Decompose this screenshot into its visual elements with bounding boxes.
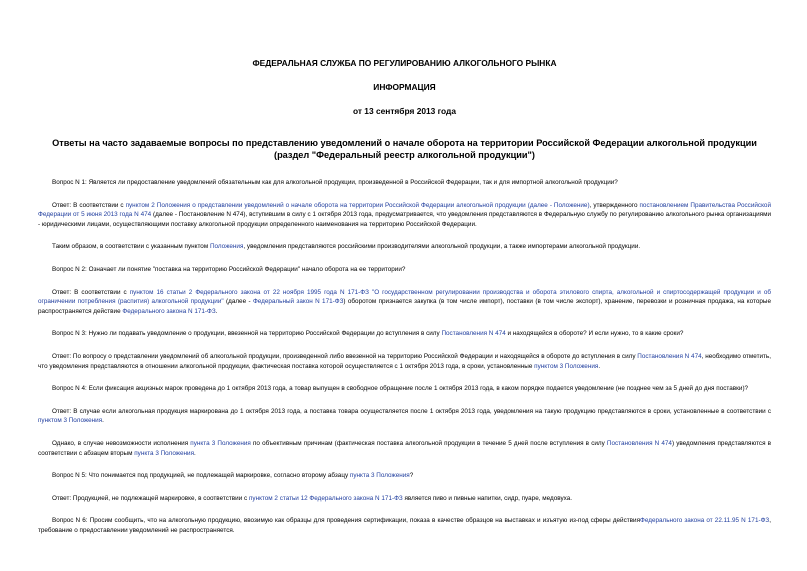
body-paragraph	[38, 201, 771, 230]
reference-link[interactable]: пунктом 3 Положения	[38, 417, 103, 425]
paragraph-text: .	[194, 449, 196, 457]
paragraph-text: по объективным причинам (фактическая поставка алкогольной продукции в течение 5 дней после вступления в силу	[250, 439, 607, 447]
document-body	[38, 178, 771, 535]
body-paragraph	[38, 265, 771, 275]
paragraph-text: .	[598, 362, 601, 370]
paragraph-text: , уведомления представляются российскими производителями алкогольной продукции, а также импортерами алкогольной продукции.	[243, 243, 641, 251]
paragraph-text: Вопрос N 5: Что понимается под продукцией, не подлежащей маркировке, согласно второму абзацу	[52, 472, 350, 480]
paragraph-text: , утвержденного	[589, 201, 640, 209]
reference-link[interactable]: пункта 3 Положения	[134, 449, 195, 457]
paragraph-text: Ответ: По вопросу о представлении уведомлений об алкогольной продукции, произведенной либо ввезенной на территорию Российской Федерации и находящейся в обороте до вступления в силу	[52, 352, 638, 360]
body-paragraph	[38, 288, 771, 317]
paragraph-text: ) уведомления представляются в соответствии с абзацем вторым	[38, 439, 772, 457]
document-type: ИНФОРМАЦИЯ	[373, 82, 436, 92]
document-date: от 13 сентября 2013 года	[352, 106, 457, 116]
reference-link[interactable]: Федерального закона от 22.11.95 N 171-ФЗ	[640, 517, 770, 525]
reference-link[interactable]: пунктом 2 Положения о представлении уведомлений о начале оборота на территории Российской Федерации алкогольной продукции (далее - Положение)	[125, 201, 590, 209]
body-paragraph	[38, 178, 771, 188]
reference-link[interactable]: пункта 3 Положения	[349, 472, 410, 480]
reference-link[interactable]: Постановления N 474	[441, 330, 506, 338]
reference-link[interactable]: Постановления N 474	[637, 352, 702, 360]
body-paragraph	[38, 471, 771, 481]
paragraph-text: Вопрос N 2: Означает ли понятие "поставка на территорию Российской Федерации" начало оборота на ее территории?	[52, 265, 406, 273]
paragraph-text: .	[102, 417, 104, 425]
paragraph-text: и находящейся в обороте? И если нужно, то в какие сроки?	[505, 330, 684, 338]
body-paragraph	[38, 439, 771, 458]
paragraph-text: ?	[409, 472, 414, 480]
body-paragraph	[38, 494, 771, 504]
reference-link[interactable]: пунктом 3 Положения	[534, 362, 599, 370]
paragraph-text: Таким образом, в соответствии с указанным пунктом	[52, 243, 210, 251]
body-paragraph	[38, 242, 771, 252]
reference-link[interactable]: Федерального закона N 171-ФЗ	[122, 307, 216, 315]
paragraph-text: Вопрос N 6: Просим сообщить, что на алкогольную продукцию, ввозимую как образцы для проведения сертификации, показа в качестве образцов на выставках и изъятую из-под сферы действия	[52, 517, 641, 525]
body-paragraph	[38, 516, 771, 535]
reference-link[interactable]: Постановления N 474	[606, 439, 672, 447]
document-title: Ответы на часто задаваемые вопросы по представлению уведомлений о начале оборота на территории Российской Федерации алкогольной продукции (раздел "Федеральный реестр алкогольной продукции")	[52, 138, 757, 160]
body-paragraph	[38, 352, 771, 371]
paragraph-text: Ответ: В соответствии с	[52, 201, 126, 209]
body-paragraph	[38, 384, 771, 394]
paragraph-text: .	[215, 307, 218, 315]
body-paragraph	[38, 407, 771, 426]
paragraph-text: Вопрос N 1: Является ли предоставление уведомлений обязательным как для алкогольной продукции, произведенной в Российской Федерации, так и для импортной алкогольной продукции?	[52, 179, 618, 186]
paragraph-text: является пиво и пивные напитки, сидр, пуаре, медовуха.	[402, 494, 573, 502]
paragraph-text: (далее - Постановление N 474), вступившим в силу с 1 октября 2013 года, предусматривается, что уведомления представляются в Федеральную службу по регулированию алкогольного рынка организациями - юридическими лицами, осуществляющими поставку алкогольной продукции определенного наименования на территорию Российской Федерации.	[38, 211, 771, 228]
body-paragraph	[38, 329, 771, 339]
reference-link[interactable]: Положения	[209, 243, 244, 251]
reference-link[interactable]: Федеральный закон N 171-ФЗ	[252, 298, 344, 306]
paragraph-text: Ответ: В соответствии с	[52, 288, 130, 296]
paragraph-text: ) оборотом признается закупка (в том числе импорт), поставки (в том числе экспорт), хранение, перевозки и розничная продажа, на которые распространяется действие	[38, 298, 772, 315]
paragraph-text: Ответ: Продукцией, не подлежащей маркировке, в соответствии с	[52, 494, 249, 502]
reference-link[interactable]: пунктом 2 статьи 12 Федерального закона N 171-ФЗ	[248, 494, 403, 502]
paragraph-text: Вопрос N 4: Если фиксация акцизных марок проведена до 1 октября 2013 года, а товар выпущен в свободное обращение после 1 октября 2013 года, в каком порядке подается уведомление (не позднее чем за 5 дней до дня поставки)?	[52, 385, 749, 393]
paragraph-text: Однако, в случае невозможности исполнения	[52, 439, 191, 447]
paragraph-text: , необходимо отметить, что уведомления представляются в отношении алкогольной продукции, фактическая поставка которой осуществляется с 1 октября 2013 года, в сроки, установленные	[38, 352, 771, 370]
paragraph-text: Вопрос N 3: Нужно ли подавать уведомление о продукции, ввезенной на территорию Российской Федерации до вступления в силу	[52, 330, 442, 338]
paragraph-text: (далее -	[223, 298, 253, 306]
paragraph-text: Ответ: В случае если алкогольная продукция маркирована до 1 октября 2013 года, а поставка товара осуществляется после 1 октября 2013 года, уведомления на такую продукцию представляются в сроки, установленные в соответствии с	[52, 407, 771, 415]
reference-link[interactable]: постановлением Правительства Российской Федерации от 5 июня 2013 года N 474	[38, 201, 771, 219]
agency-heading: ФЕДЕРАЛЬНАЯ СЛУЖБА ПО РЕГУЛИРОВАНИЮ АЛКОГОЛЬНОГО РЫНКА	[252, 58, 557, 68]
reference-link[interactable]: пунктом 16 статьи 2 Федерального закона от 22 ноября 1995 года N 171-ФЗ "О государственном регулировании производства и оборота этилового спирта, алкогольной и спиртосодержащей продукции и об ограничении потребления (распития) алкогольной продукции"	[38, 288, 771, 306]
paragraph-text: , требование о предоставлении уведомлений не распространяется.	[38, 517, 771, 534]
reference-link[interactable]: пункта 3 Положения	[190, 439, 251, 447]
